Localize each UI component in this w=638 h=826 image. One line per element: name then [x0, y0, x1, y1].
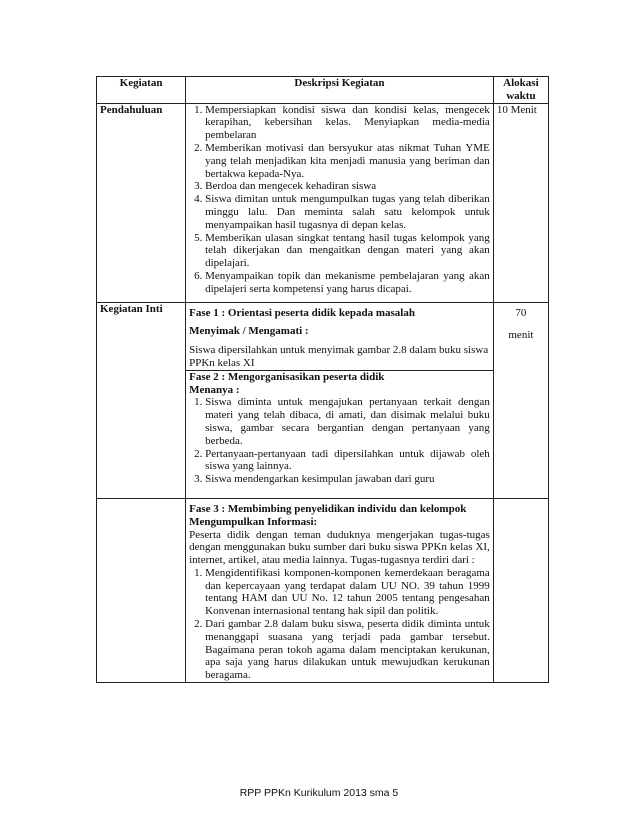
pendahuluan-list	[189, 104, 490, 296]
list-item: 6. Menyampaikan topik dan mekanisme pembelajaran yang akan dipelajeri serta kompetensi yang harus dicapai.	[205, 270, 490, 296]
header-kegiatan: Kegiatan	[97, 77, 186, 104]
time-pendahuluan: 10 Menit	[493, 103, 548, 302]
list-item: 3. Siswa mendengarkan kesimpulan jawaban dari guru	[205, 473, 490, 486]
fase-2-cell	[186, 370, 494, 498]
fase-3-title: Fase 3 : Membimbing penyelidikan individu dan kelompok	[189, 502, 467, 515]
fase-2-list	[189, 396, 490, 486]
fase-3-text: Peserta didik dengan teman duduknya mengerjakan tugas-tugas dengan menggunakan buku sumber dari buku siswa PPKn kelas XI, internet, artikel, atau media lainnya. Tugas-tugasnya terdiri dari :	[189, 528, 490, 567]
fase-3-list	[189, 567, 490, 682]
table-header-row	[97, 77, 549, 104]
time-inti-unit: menit	[508, 329, 534, 342]
fase-3-subtitle: Mengumpulkan Informasi:	[189, 515, 318, 528]
list-item: 5. Memberikan ulasan singkat tentang hasil tugas kelompok yang telah dikerjakan dan mengaitkan dengan materi yang akan dipelajari.	[205, 232, 490, 270]
activity-table	[96, 76, 549, 683]
label-pendahuluan: Pendahuluan	[97, 103, 186, 302]
header-alokasi: Alokasi waktu	[493, 77, 548, 104]
list-item: 1. Mengidentifikasi komponen-komponen kemerdekaan beragama dan kepercayaan yang terdapat dalam UU NO. 39 tahun 1999 tentang HAM dan UU No. 12 tahun 2005 tentang pengesahan Konvenan internasional tentang hak sipil dan politik.	[205, 567, 490, 618]
fase-1-title: Fase 1 : Orientasi peserta didik kepada masalah	[189, 306, 415, 319]
time-inti-value: 70	[515, 306, 527, 319]
fase-1-subtitle: Menyimak / Mengamati :	[189, 325, 309, 338]
row-fase-3	[97, 498, 549, 682]
list-item: 2. Dari gambar 2.8 dalam buku siswa, peserta didik diminta untuk menanggapi suasana yang terjadi pada gambar tersebut. Bagaimana peran tokoh agama dalam menciptakan kerukunan, apa saja yang harus dilakukan untuk mewujudkan kerukunan beragama.	[205, 618, 490, 682]
fase-1-cell	[186, 302, 494, 370]
empty-time-cell	[493, 498, 548, 682]
list-item: 2. Memberikan motivasi dan bersyukur atas nikmat Tuhan YME yang telah menjadikan kita menjadi manusia yang beriman dan bertakwa kepada-Nya.	[205, 142, 490, 180]
time-inti	[493, 302, 548, 498]
page-footer: RPP PPKn Kurikulum 2013 sma 5	[239, 787, 399, 799]
label-kegiatan-inti: Kegiatan Inti	[97, 302, 186, 498]
header-deskripsi: Deskripsi Kegiatan	[186, 77, 494, 104]
list-item: 4. Siswa dimitan untuk mengumpulkan tugas yang telah diberikan minggu lalu. Dan meminta salah satu kelompok untuk menyampaikan hasil tugasnya di depan kelas.	[205, 193, 490, 231]
pendahuluan-description	[186, 103, 494, 302]
list-item: 1. Mempersiapkan kondisi siswa dan kondisi kelas, mengecek kerapihan, kebersihan kelas. Menyiapkan media-media pembelaran	[205, 104, 490, 142]
row-pendahuluan	[97, 103, 549, 302]
list-item: 1. Siswa diminta untuk mengajukan pertanyaan terkait dengan materi yang telah dibaca, di amati, dan disimak melalui buku siswa, gambar secara bergantian dengan pertanyaan yang berbeda.	[205, 396, 490, 447]
row-fase-1	[97, 302, 549, 370]
list-item: 2. Pertanyaan-pertanyaan tadi dipersilahkan untuk dijawab oleh siswa yang lainnya.	[205, 448, 490, 474]
fase-3-cell	[186, 498, 494, 682]
list-item: 3. Berdoa dan mengecek kehadiran siswa	[205, 180, 490, 193]
fase-2-subtitle: Menanya :	[189, 383, 240, 396]
empty-cell	[97, 498, 186, 682]
fase-2-title: Fase 2 : Mengorganisasikan peserta didik	[189, 370, 385, 383]
fase-1-text: Siswa dipersilahkan untuk menyimak gambar 2.8 dalam buku siswa PPKn kelas XI	[189, 344, 489, 369]
